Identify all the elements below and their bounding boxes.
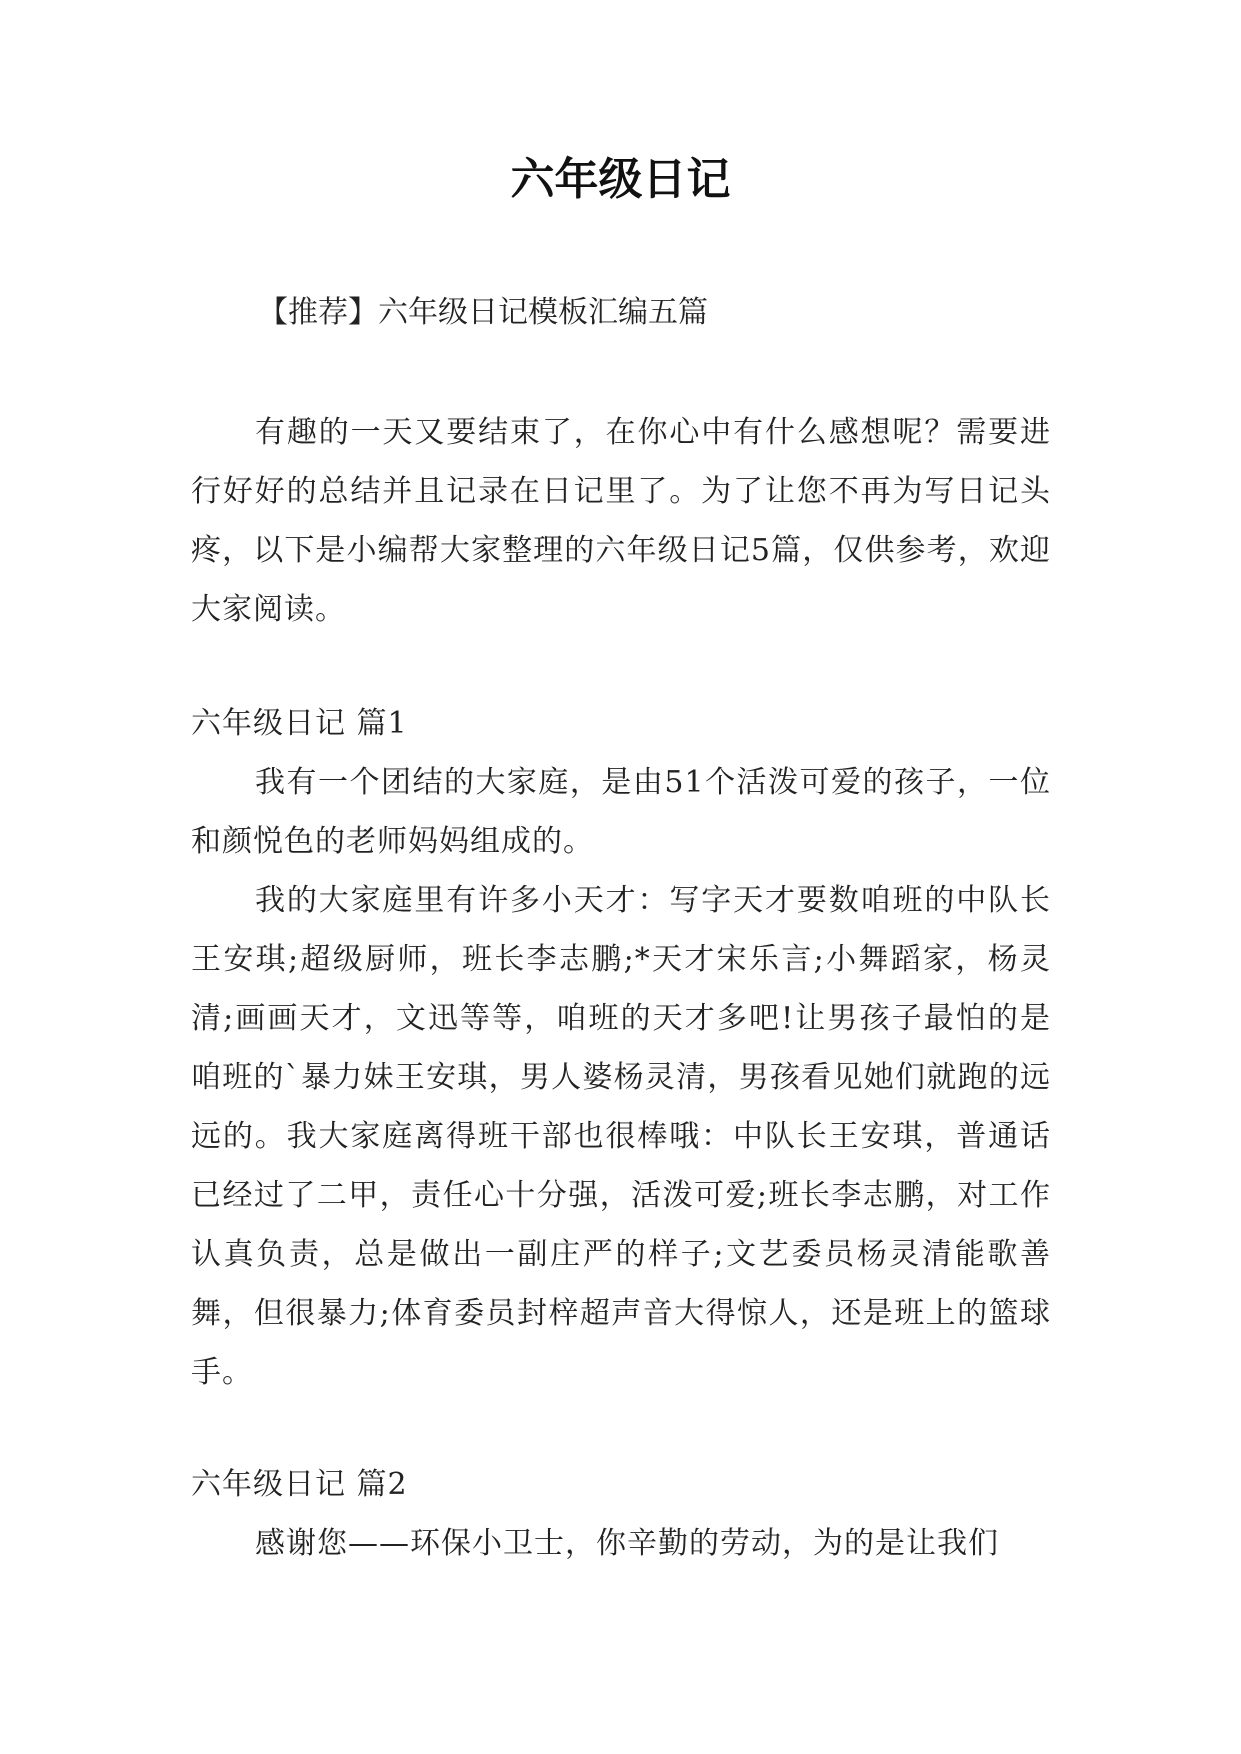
body-paragraph: 我有一个团结的大家庭，是由51个活泼可爱的孩子，一位和颜悦色的老师妈妈组成的。 [191, 765, 1051, 859]
diary-section-2 [191, 1455, 1051, 1573]
document-subtitle: 【推荐】六年级日记模板汇编五篇 [258, 295, 708, 330]
document-title: 六年级日记 [510, 154, 731, 205]
diary-section-1 [191, 694, 1051, 1402]
intro-paragraph: 有趣的一天又要结束了，在你心中有什么感想呢？需要进行好好的总结并且记录在日记里了。为了让您不再为写日记头疼，以下是小编帮大家整理的六年级日记5篇，仅供参考，欢迎大家阅读。 [191, 415, 1051, 627]
body-paragraph: 我的大家庭里有许多小天才：写字天才要数咱班的中队长王安琪;超级厨师，班长李志鹏;*天才宋乐言;小舞蹈家，杨灵清;画画天才，文迅等等，咱班的天才多吧!让男孩子最怕的是咱班的`暴力妹王安琪，男人婆杨灵清，男孩看见她们就跑的远远的。我大家庭离得班干部也很棒哦：中队长王安琪，普通话已经过了二甲，责任心十分强，活泼可爱;班长李志鹏，对工作认真负责，总是做出一副庄严的样子;文艺委员杨灵清能歌善舞，但很暴力;体育委员封梓超声音大得惊人，还是班上的篮球手。 [191, 883, 1051, 1390]
section-heading: 六年级日记 篇1 [191, 706, 408, 741]
body-paragraph: 感谢您——环保小卫士，你辛勤的劳动，为的是让我们 [255, 1526, 999, 1561]
intro-section [191, 403, 1051, 639]
section-heading: 六年级日记 篇2 [191, 1467, 408, 1502]
